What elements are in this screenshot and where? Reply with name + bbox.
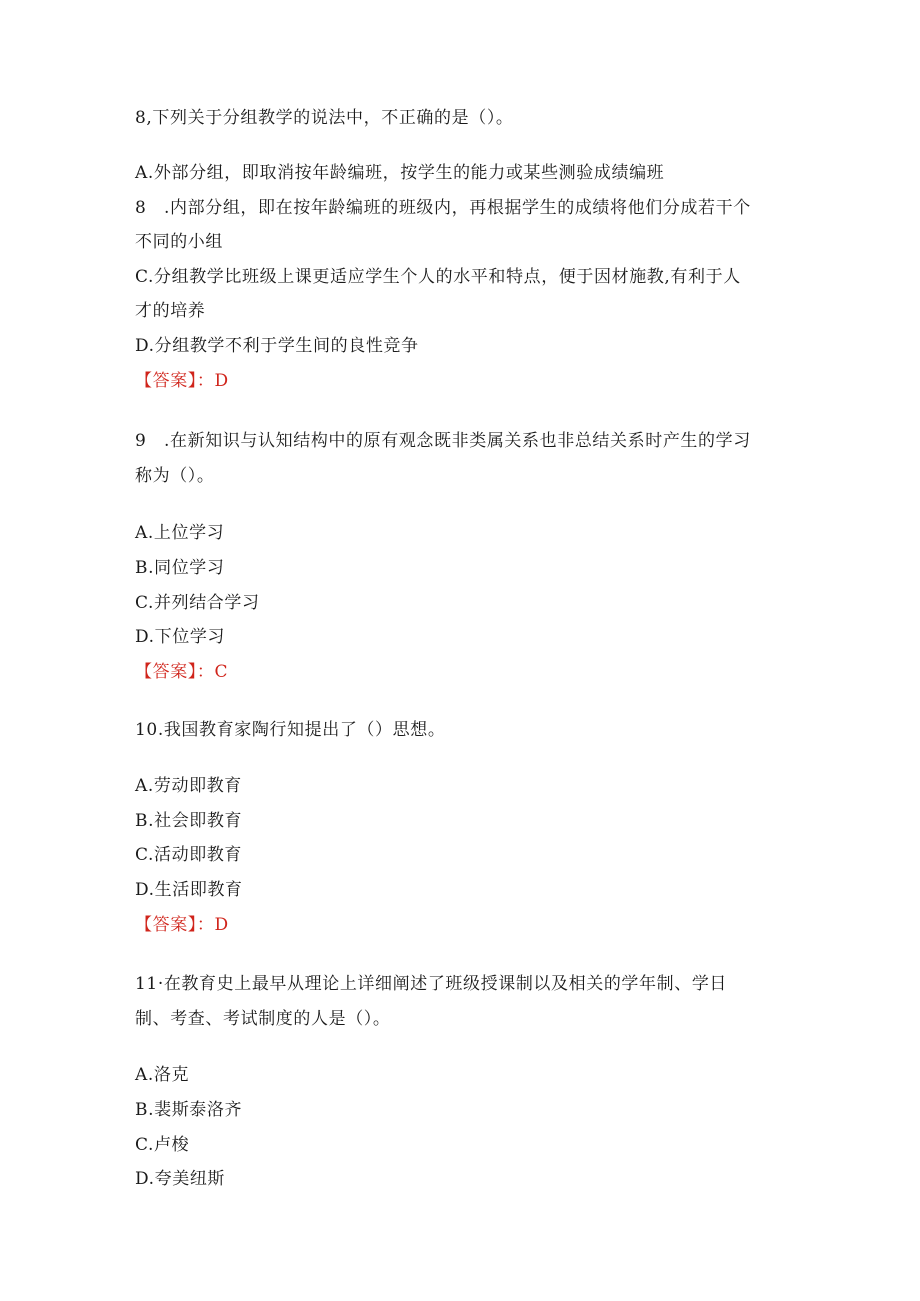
answer-value: D [214, 371, 229, 391]
answer-line [135, 913, 795, 937]
question-stem: 11·在教育史上最早从理论上详细阐述了班级授课制以及相关的学年制、学日 [135, 974, 728, 994]
answer-line [135, 660, 795, 684]
option-c: C.分组教学比班级上课更适应学生个人的水平和特点，便于因材施教,有利于人 [135, 267, 741, 287]
question-stem: 9 .在新知识与认知结构中的原有观念既非类属关系也非总结关系时产生的学习 [135, 431, 751, 451]
answer-separator: ： [196, 371, 215, 391]
option-b: B.裴斯泰洛齐 [135, 1100, 243, 1120]
option-b-continued: 不同的小组 [135, 232, 223, 252]
option-d: D.下位学习 [135, 627, 226, 647]
answer-label: 【答案】 [135, 662, 197, 682]
option-a: A.外部分组，即取消按年龄编班，按学生的能力或某些测验成绩编班 [135, 163, 665, 183]
option-b: B.社会即教育 [135, 811, 243, 831]
option-a: A.上位学习 [135, 523, 225, 543]
question-stem: 8,下列关于分组教学的说法中，不正确的是（）。 [135, 108, 514, 128]
answer-separator: ： [196, 662, 215, 682]
answer-separator: ： [196, 915, 215, 935]
option-d: D.夸美纽斯 [135, 1169, 226, 1189]
question-stem-continued: 制、考查、考试制度的人是（）。 [135, 1009, 391, 1029]
answer-label: 【答案】 [135, 915, 197, 935]
option-c: C.活动即教育 [135, 845, 243, 865]
option-b: B.同位学习 [135, 558, 225, 578]
option-a: A.洛克 [135, 1065, 190, 1085]
option-a: A.劳动即教育 [135, 776, 242, 796]
question-stem: 10.我国教育家陶行知提出了（）思想。 [135, 720, 446, 740]
answer-line [135, 369, 795, 393]
answer-value: D [214, 915, 229, 935]
option-c-continued: 才的培养 [135, 301, 206, 321]
option-b: 8 .内部分组，即在按年龄编班的班级内，再根据学生的成绩将他们分成若干个 [135, 198, 751, 218]
option-c: C.卢梭 [135, 1135, 190, 1155]
option-d: D.分组教学不利于学生间的良性竞争 [135, 336, 419, 356]
question-stem-continued: 称为（）。 [135, 466, 215, 486]
answer-label: 【答案】 [135, 371, 197, 391]
answer-value: C [214, 662, 229, 682]
option-d: D.生活即教育 [135, 880, 243, 900]
option-c: C.并列结合学习 [135, 593, 260, 613]
